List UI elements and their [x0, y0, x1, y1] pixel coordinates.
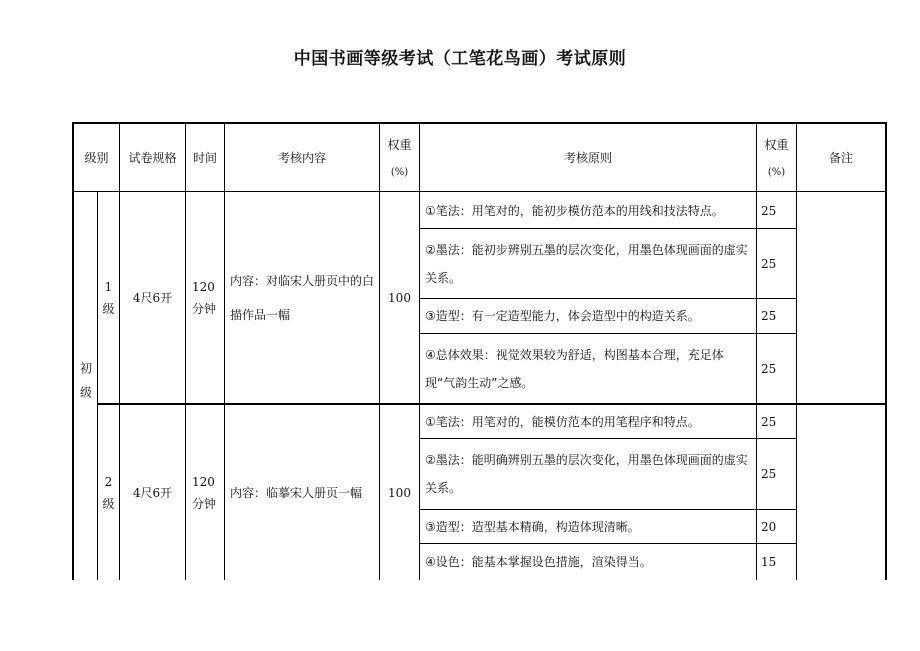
level-1-time-num: 120 — [192, 279, 215, 294]
header-time: 时间 — [192, 150, 217, 165]
level-1-weight: 100 — [388, 290, 411, 305]
header-content: 考核内容 — [277, 150, 326, 165]
level-1-criterion-2: ②墨法：能初步辨别五墨的层次变化，用墨色体现画面的虚实关系。 — [425, 242, 748, 285]
level-1-label — [98, 192, 119, 403]
level-2-suffix: 级 — [102, 496, 115, 511]
level-2-criterion-4: ④设色：能基本掌握设色措施，渲染得当。 — [425, 555, 652, 569]
level-2-time-num: 120 — [192, 474, 215, 489]
level-2-criterion-1-weight: 25 — [761, 414, 777, 429]
exam-criteria-table — [72, 122, 887, 587]
level-2-time — [186, 405, 224, 580]
level-2-criterion-3: ③造型：造型基本精确，构造体现清晰。 — [425, 519, 640, 534]
header-weight-unit: (%) — [390, 166, 409, 178]
level-2-criterion-3-weight: 20 — [761, 519, 777, 534]
group-label: 初级 — [78, 362, 93, 410]
level-2-content: 内容：临摹宋人册页一幅 — [230, 485, 363, 500]
header-weight — [380, 124, 419, 191]
header-weight2-label: 权重 — [764, 137, 789, 152]
header-weight2 — [757, 124, 796, 191]
header-spec: 试卷规格 — [128, 150, 177, 165]
level-2-spec: 4尺6开 — [132, 485, 173, 500]
level-1-criterion-4-weight: 25 — [761, 361, 777, 376]
level-2-time-unit: 分钟 — [192, 496, 217, 511]
level-2-note — [797, 405, 885, 580]
level-2-num: 2 — [104, 474, 113, 489]
level-1-spec: 4尺6开 — [132, 290, 173, 305]
header-level: 级别 — [84, 150, 109, 165]
level-1-num: 1 — [104, 279, 113, 294]
level-1-criterion-1: ①笔法：用笔对的，能初步模仿范本的用线和技法特点。 — [425, 203, 724, 218]
level-2-criterion-2-weight: 25 — [761, 467, 777, 481]
level-1-criterion-1-weight: 25 — [761, 203, 777, 218]
level-1-content: 内容：对临宋人册页中的白描作品一幅 — [230, 273, 375, 322]
level-2-criterion-4-weight: 15 — [761, 555, 777, 569]
level-1-criterion-2-weight: 25 — [761, 256, 777, 271]
level-1-criterion-3: ③造型：有一定造型能力，体会造型中的构造关系。 — [425, 309, 700, 323]
page-title: 中国书画等级考试（工笔花鸟画）考试原则 — [293, 49, 627, 69]
level-2-criterion-1: ①笔法：用笔对的，能模仿范本的用笔程序和特点。 — [425, 414, 700, 429]
level-2-criterion-2: ②墨法：能明确辨别五墨的层次变化，用墨色体现画面的虚实关系。 — [425, 453, 748, 495]
header-weight2-unit: (%) — [767, 166, 786, 178]
level-1-suffix: 级 — [102, 301, 115, 316]
header-criteria: 考核原则 — [563, 150, 612, 165]
level-1-time — [186, 192, 224, 403]
level-2-label — [98, 405, 119, 580]
level-1-criterion-3-weight: 25 — [761, 309, 777, 323]
header-note: 备注 — [828, 150, 853, 165]
header-weight-label: 权重 — [387, 137, 412, 152]
level-1-criterion-4: ④总体效果：视觉效果较为舒适，构图基本合理，充足体现“气韵生动”之感。 — [425, 347, 724, 390]
level-1-time-unit: 分钟 — [192, 301, 217, 316]
table-border-right — [885, 122, 887, 580]
level-2-weight: 100 — [388, 485, 411, 500]
level-1-note — [797, 192, 885, 403]
